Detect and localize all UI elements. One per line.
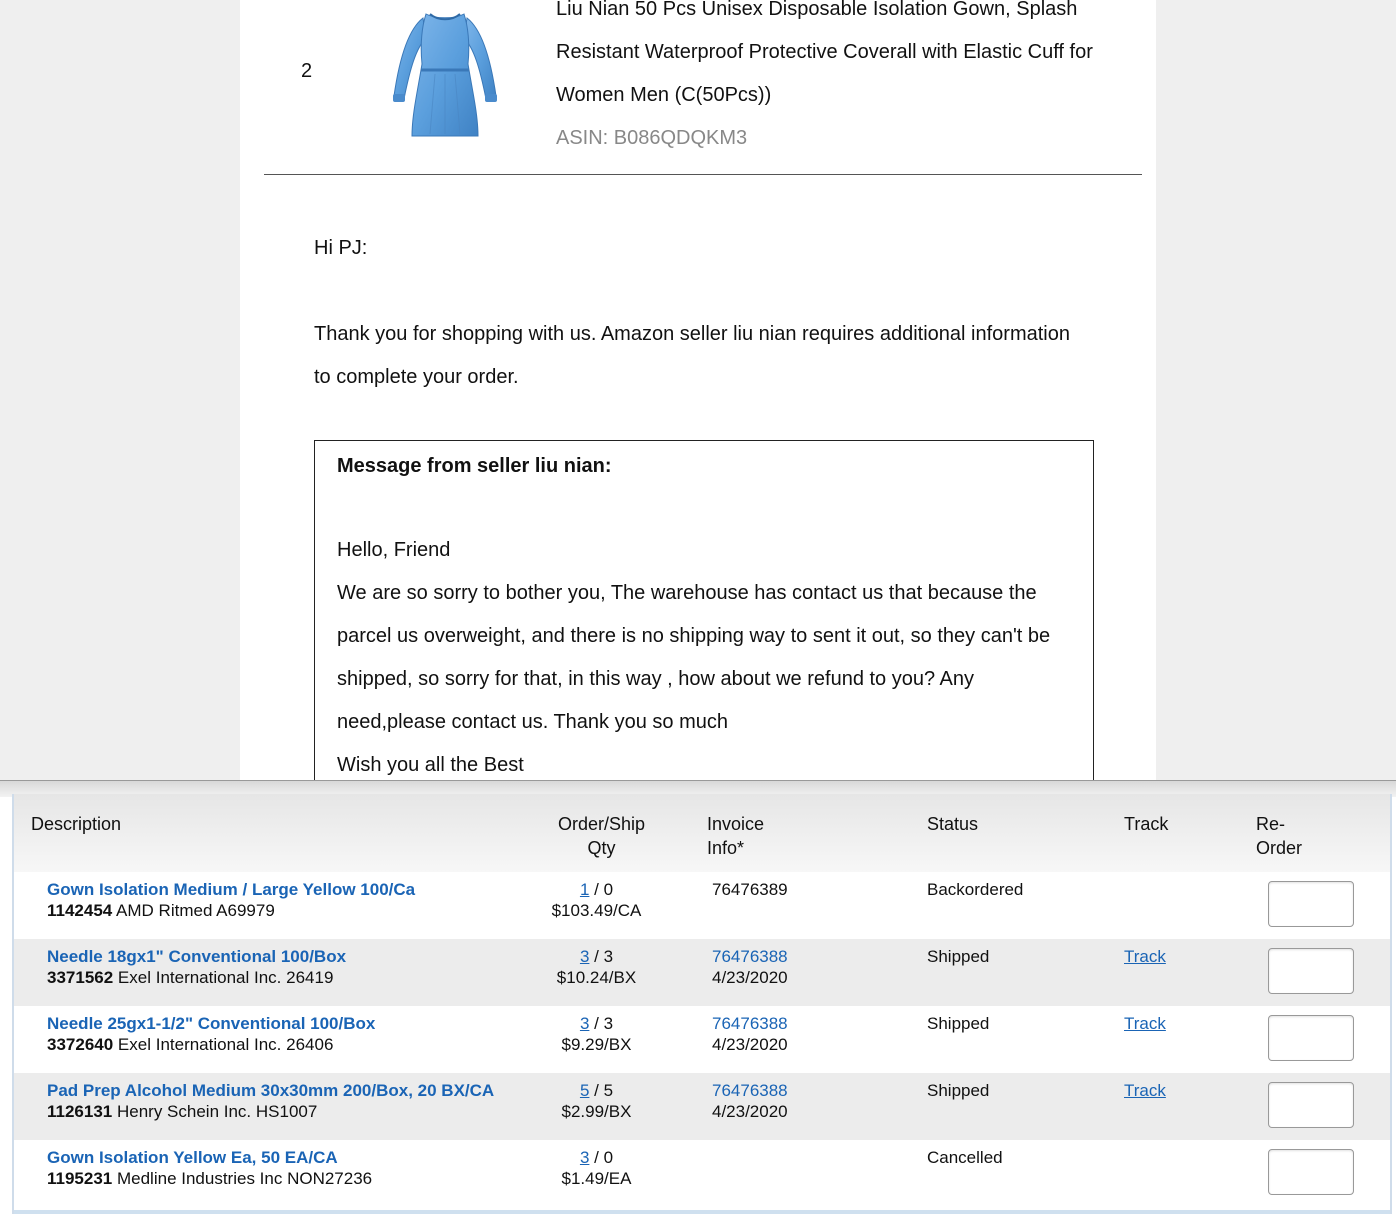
reorder-qty-input[interactable] bbox=[1268, 1015, 1354, 1061]
qty-cell bbox=[534, 879, 659, 921]
shipped-qty: / 5 bbox=[594, 1081, 614, 1100]
column-header-line: Qty bbox=[587, 838, 616, 858]
ordered-item-row bbox=[240, 0, 1156, 175]
reorder-qty-input[interactable] bbox=[1268, 1082, 1354, 1128]
description-cell bbox=[47, 1080, 547, 1122]
description-cell bbox=[47, 1147, 547, 1189]
qty-cell bbox=[534, 946, 659, 988]
intro-line: Thank you for shopping with us. Amazon seller liu nian requires additional information bbox=[314, 323, 1070, 345]
item-title-line: Resistant Waterproof Protective Coverall with Elastic Cuff for bbox=[556, 41, 1093, 63]
item-title bbox=[556, 0, 1126, 160]
ordered-qty-link[interactable]: 5 bbox=[579, 1081, 590, 1100]
ordered-qty-link[interactable]: 1 bbox=[579, 880, 590, 899]
reorder-qty-input[interactable] bbox=[1268, 948, 1354, 994]
shipped-qty: / 3 bbox=[594, 1014, 614, 1033]
greeting: Hi PJ: bbox=[314, 237, 368, 259]
invoice-number: 76476389 bbox=[712, 880, 788, 899]
vendor: Exel International Inc. 26406 bbox=[117, 1035, 334, 1054]
seller-message-box bbox=[314, 440, 1094, 780]
invoice-date: 4/23/2020 bbox=[712, 1035, 788, 1054]
track-link[interactable]: Track bbox=[1124, 1014, 1166, 1033]
reorder-qty-input[interactable] bbox=[1268, 881, 1354, 927]
invoice-cell bbox=[712, 879, 872, 900]
message-body bbox=[337, 529, 1077, 780]
track-link[interactable]: Track bbox=[1124, 947, 1166, 966]
column-header-line: Order bbox=[1256, 838, 1303, 858]
vendor: Medline Industries Inc NON27236 bbox=[116, 1169, 373, 1188]
ordered-qty-link[interactable]: 3 bbox=[579, 1014, 590, 1033]
item-number: 1126131 bbox=[47, 1102, 113, 1121]
invoice-link[interactable]: 76476388 bbox=[712, 1081, 788, 1100]
message-line: Wish you all the Best bbox=[337, 754, 524, 776]
invoice-date: 4/23/2020 bbox=[712, 1102, 788, 1121]
invoice-cell bbox=[712, 1013, 872, 1055]
invoice-cell bbox=[712, 946, 872, 988]
order-table bbox=[12, 794, 1392, 1214]
shipped-qty: / 0 bbox=[594, 1148, 614, 1167]
vendor: Exel International Inc. 26419 bbox=[117, 968, 334, 987]
ordered-qty-link[interactable]: 3 bbox=[579, 947, 590, 966]
column-header-order-ship-qty[interactable] bbox=[544, 812, 659, 860]
intro-line: to complete your order. bbox=[314, 366, 519, 388]
status-text: Shipped bbox=[927, 1014, 990, 1033]
status-text: Shipped bbox=[927, 1081, 990, 1100]
message-line: parcel us overweight, and there is no shipping way to sent it out, so they can't be bbox=[337, 625, 1051, 647]
product-name-link[interactable]: Pad Prep Alcohol Medium 30x30mm 200/Box, 20 BX/CA bbox=[47, 1081, 495, 1100]
product-name-link[interactable]: Gown Isolation Yellow Ea, 50 EA/CA bbox=[47, 1148, 338, 1167]
unit-price: $2.99/BX bbox=[561, 1102, 632, 1121]
intro-text bbox=[314, 313, 1114, 399]
product-name-link[interactable]: Needle 18gx1" Conventional 100/Box bbox=[47, 947, 347, 966]
product-meta bbox=[47, 900, 547, 921]
column-header-line: Info* bbox=[707, 838, 745, 858]
vendor: AMD Ritmed A69979 bbox=[116, 901, 275, 920]
shipped-qty: / 3 bbox=[594, 947, 614, 966]
invoice-link[interactable]: 76476388 bbox=[712, 947, 788, 966]
vendor: Henry Schein Inc. HS1007 bbox=[116, 1102, 318, 1121]
product-meta bbox=[47, 1168, 547, 1189]
description-cell bbox=[47, 946, 547, 988]
table-row bbox=[14, 872, 1390, 939]
item-number: 1142454 bbox=[47, 901, 113, 920]
unit-price: $9.29/BX bbox=[561, 1035, 632, 1054]
table-header bbox=[14, 794, 1390, 872]
message-line: need,please contact us. Thank you so much bbox=[337, 711, 728, 733]
product-name-link[interactable]: Needle 25gx1-1/2" Conventional 100/Box bbox=[47, 1014, 376, 1033]
seller-email-panel bbox=[240, 0, 1156, 780]
blue-isolation-gown-image bbox=[390, 4, 500, 144]
product-meta bbox=[47, 1034, 547, 1055]
divider bbox=[264, 174, 1142, 175]
product-meta bbox=[47, 1101, 547, 1122]
status-text: Backordered bbox=[927, 880, 1024, 899]
item-number: 3371562 bbox=[47, 968, 114, 987]
column-header-invoice[interactable] bbox=[707, 812, 787, 860]
item-title-line: Women Men (C(50Pcs)) bbox=[556, 84, 772, 106]
reorder-qty-input[interactable] bbox=[1268, 1149, 1354, 1195]
column-header-reorder bbox=[1256, 812, 1316, 860]
item-number: 1195231 bbox=[47, 1169, 113, 1188]
ordered-qty-link[interactable]: 3 bbox=[579, 1148, 590, 1167]
message-line: Hello, Friend bbox=[337, 539, 451, 561]
description-cell bbox=[47, 1013, 547, 1055]
column-header-line: Re- bbox=[1256, 814, 1286, 834]
column-header-status[interactable]: Status bbox=[927, 814, 979, 834]
message-line: We are so sorry to bother you, The warehouse has contact us that because the bbox=[337, 582, 1037, 604]
item-title-line: Liu Nian 50 Pcs Unisex Disposable Isolation Gown, Splash bbox=[556, 0, 1078, 20]
product-name-link[interactable]: Gown Isolation Medium / Large Yellow 100/Ca bbox=[47, 880, 416, 899]
table-row bbox=[14, 1073, 1390, 1140]
column-header-description[interactable]: Description bbox=[31, 814, 122, 834]
unit-price: $103.49/CA bbox=[551, 901, 642, 920]
table-row bbox=[14, 1006, 1390, 1073]
column-header-line: Invoice bbox=[707, 814, 765, 834]
unit-price: $1.49/EA bbox=[561, 1169, 632, 1188]
invoice-link[interactable]: 76476388 bbox=[712, 1014, 788, 1033]
status-text: Cancelled bbox=[927, 1148, 1003, 1167]
column-header-line: Order/Ship bbox=[557, 814, 646, 834]
table-row bbox=[14, 1140, 1390, 1207]
qty-cell bbox=[534, 1147, 659, 1189]
invoice-cell bbox=[712, 1080, 872, 1122]
shipped-qty: / 0 bbox=[594, 880, 614, 899]
message-line: shipped, so sorry for that, in this way , how about we refund to you? Any bbox=[337, 668, 975, 690]
item-number: 3372640 bbox=[47, 1035, 114, 1054]
item-asin: ASIN: B086QDQKM3 bbox=[556, 127, 748, 149]
message-heading: Message from seller liu nian: bbox=[337, 455, 612, 477]
item-quantity: 2 bbox=[301, 60, 313, 82]
track-link[interactable]: Track bbox=[1124, 1081, 1166, 1100]
invoice-date: 4/23/2020 bbox=[712, 968, 788, 987]
table-row bbox=[14, 939, 1390, 1006]
unit-price: $10.24/BX bbox=[556, 968, 637, 987]
qty-cell bbox=[534, 1013, 659, 1055]
qty-cell bbox=[534, 1080, 659, 1122]
order-history-panel bbox=[0, 780, 1396, 1214]
column-header-track: Track bbox=[1124, 814, 1169, 834]
description-cell bbox=[47, 879, 547, 921]
status-text: Shipped bbox=[927, 947, 990, 966]
product-meta bbox=[47, 967, 547, 988]
